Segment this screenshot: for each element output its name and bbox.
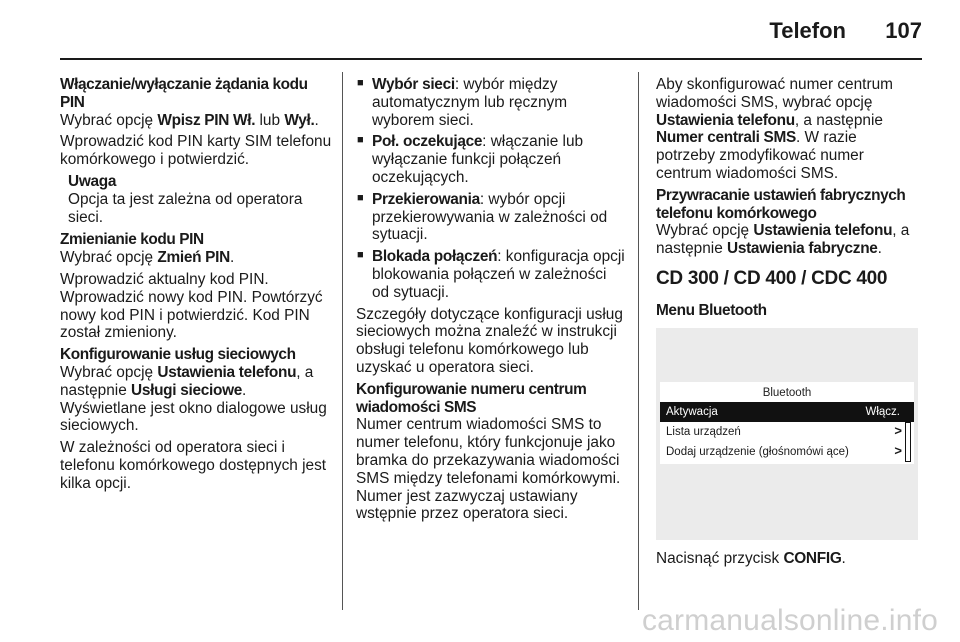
column-divider-1: [342, 72, 343, 610]
page-title: Telefon: [769, 18, 846, 43]
bluetooth-menu-screen: [660, 382, 914, 464]
page-number: 107: [885, 18, 922, 43]
network-options-paragraph: W zależności od operatora sieci i telefonu komórkowego dostępnych jest kilka opcji.: [60, 439, 327, 492]
page-header: [0, 0, 960, 62]
sms-center-heading: Konfigurowanie numeru centrum wiadomości SMS: [356, 380, 587, 416]
menu-item-value: Włącz.: [865, 405, 900, 418]
column-2: [356, 76, 626, 527]
chevron-right-icon: >: [894, 422, 902, 438]
change-pin-heading: Zmienianie kodu PIN: [60, 231, 204, 249]
screen-title: Bluetooth: [762, 386, 812, 399]
factory-reset-heading: Przywracanie ustawień fabrycznych telefonu komórkowego: [656, 186, 906, 222]
column-divider-2: [638, 72, 639, 610]
menu-item-label: Dodaj urządzenie (głośnomówi ące): [666, 445, 849, 458]
factory-reset-paragraph: Wybrać opcję Ustawienia telefonu, a następnie Ustawienia fabryczne.: [656, 222, 910, 258]
display-illustration: [656, 328, 918, 540]
menu-item-add-device[interactable]: [660, 442, 914, 462]
note-text: Opcja ta jest zależna od operatora sieci.: [68, 190, 303, 226]
pin-enter-paragraph: Wprowadzić kod PIN karty SIM telefonu komórkowego i potwierdzić.: [60, 133, 332, 169]
menu-item-activation[interactable]: [660, 402, 914, 422]
scrollbar-thumb[interactable]: [906, 403, 910, 423]
sms-config-paragraph: Aby skonfigurować numer centrum wiadomości SMS, wybrać opcję Ustawienia telefonu, a następnie Numer centrali SMS. W razie potrzeby zmodyfikować numer centrum wiadomości SMS.: [656, 76, 893, 182]
bluetooth-menu-heading: Menu Bluetooth: [656, 301, 767, 319]
change-pin-steps: Wprowadzić aktualny kod PIN. Wprowadzić nowy kod PIN. Powtórzyć nowy kod PIN i potwierdzić. Kod PIN został zmieniony.: [60, 270, 323, 342]
sms-center-paragraph: Numer centrum wiadomości SMS to numer telefonu, który funkcjonuje jako bramka do przekazywania wiadomości SMS między telefonami komórkowymi. Numer jest zazwyczaj ustawiany wstępnie przez operatora sieci.: [356, 416, 621, 523]
note-title: Uwaga: [68, 172, 117, 190]
config-paragraph: Nacisnąć przycisk CONFIG.: [656, 549, 846, 567]
chevron-right-icon: >: [894, 442, 902, 458]
list-item: ■ Poł. oczekujące: włączanie lub wyłączanie funkcji połączeń oczekujących.: [356, 133, 626, 186]
note-box: [60, 173, 332, 226]
menu-item-label: Lista urządzeń: [666, 425, 741, 438]
list-item: ■ Blokada połączeń: konfiguracja opcji blokowania połączeń w zależności od sytuacji.: [356, 248, 626, 301]
menu-item-device-list[interactable]: [660, 422, 914, 442]
screen-scrollbar[interactable]: [905, 402, 911, 462]
watermark: carmanualsonline.info: [641, 604, 938, 637]
column-1: [60, 76, 332, 497]
network-services-paragraph: Wybrać opcję Ustawienia telefonu, a następnie Usługi sieciowe. Wyświetlane jest okno dialogowe usług sieciowych.: [60, 363, 327, 435]
network-services-heading: Konfigurowanie usług sieciowych: [60, 346, 296, 364]
pin-request-heading: Włączanie/wyłączanie żądania kodu PIN: [60, 76, 308, 111]
details-paragraph: Szczegóły dotyczące konfiguracji usług sieciowych można znaleźć w instrukcji obsługi telefonu komórkowego lub uzyskać u operatora sieci.: [356, 305, 623, 376]
section-heading: CD 300 / CD 400 / CDC 400: [656, 267, 888, 289]
pin-request-paragraph: Wybrać opcję Wpisz PIN Wł. lub Wył..: [60, 111, 319, 129]
network-options-list: [356, 76, 626, 302]
column-3: [656, 76, 918, 571]
list-item: ■ Przekierowania: wybór opcji przekierowywania w zależności od sytuacji.: [356, 191, 626, 244]
header-rule: [60, 58, 922, 60]
list-item: ■ Wybór sieci: wybór między automatycznym lub ręcznym wyborem sieci.: [356, 76, 626, 129]
change-pin-paragraph: Wybrać opcję Zmień PIN.: [60, 249, 235, 267]
menu-item-label: Aktywacja: [666, 405, 718, 418]
